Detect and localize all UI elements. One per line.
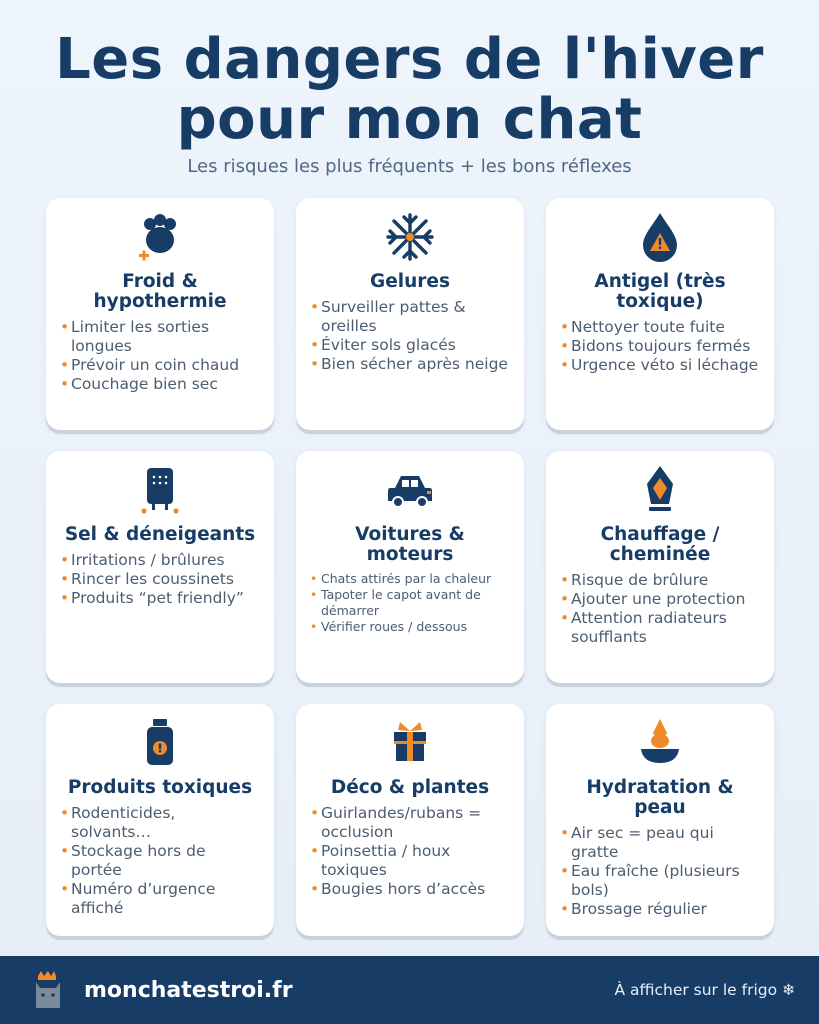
- list-item: • Limiter les sorties longues: [60, 318, 260, 356]
- footer: [0, 956, 819, 1024]
- card-voitures: [296, 451, 524, 683]
- list-item: • Rincer les coussinets: [60, 570, 260, 589]
- cat-logo-icon: [28, 968, 72, 1012]
- gift-icon: [385, 716, 435, 770]
- list-item: • Prévoir un coin chaud: [60, 356, 260, 375]
- list-item: • Ajouter une protection: [560, 590, 760, 609]
- flame-icon: [635, 463, 685, 517]
- card-list: [560, 571, 760, 647]
- list-item: • Numéro d’urgence affiché: [60, 880, 260, 918]
- card-produits: [46, 704, 274, 936]
- list-item: • Produits “pet friendly”: [60, 589, 260, 608]
- card-title: Chauffage / cheminée: [600, 524, 720, 565]
- list-item: • Bien sécher après neige: [310, 355, 510, 374]
- list-item: • Risque de brûlure: [560, 571, 760, 590]
- water-bowl-icon: [635, 716, 685, 770]
- card-chauffage: [546, 451, 774, 683]
- footer-slogan: À afficher sur le frigo ❄: [614, 981, 795, 999]
- header: [0, 0, 819, 177]
- card-title: Voitures & moteurs: [355, 524, 465, 565]
- card-title: Gelures: [370, 271, 450, 292]
- list-item: • Nettoyer toute fuite: [560, 318, 760, 337]
- page-title: [0, 27, 819, 152]
- list-item: • Éviter sols glacés: [310, 336, 510, 355]
- card-list: [310, 804, 510, 899]
- list-item: • Vérifier roues / dessous: [310, 619, 510, 635]
- car-icon: [385, 463, 435, 517]
- card-title: Sel & déneigeants: [64, 524, 256, 545]
- list-item: • Bidons toujours fermés: [560, 337, 760, 356]
- warning-drop-icon: [635, 210, 685, 264]
- salt-bag-icon: [135, 463, 185, 517]
- card-list: [560, 318, 760, 375]
- list-item: • Bougies hors d’accès: [310, 880, 510, 899]
- snowflake-icon: [385, 210, 435, 264]
- card-title: Froid & hypothermie: [93, 271, 227, 312]
- list-item: • Air sec = peau qui gratte: [560, 824, 760, 862]
- list-item: • Brossage régulier: [560, 900, 760, 919]
- page-subtitle: Les risques les plus fréquents + les bons réflexes: [187, 156, 632, 177]
- card-list: [60, 318, 260, 394]
- card-deco: [296, 704, 524, 936]
- card-list: [60, 804, 260, 918]
- risk-grid: [46, 198, 774, 936]
- card-title: Hydratation & peau: [586, 777, 734, 818]
- card-list: [560, 824, 760, 919]
- title-line-1: Les dangers de l'hiver: [55, 27, 764, 92]
- card-title: Déco & plantes: [330, 777, 490, 798]
- list-item: • Stockage hors de portée: [60, 842, 260, 880]
- card-title: Produits toxiques: [67, 777, 253, 798]
- list-item: • Surveiller pattes & oreilles: [310, 298, 510, 336]
- list-item: • Chats attirés par la chaleur: [310, 571, 510, 587]
- list-item: • Couchage bien sec: [60, 375, 260, 394]
- list-item: • Attention radiateurs soufflants: [560, 609, 760, 647]
- list-item: • Eau fraîche (plusieurs bols): [560, 862, 760, 900]
- paw-thermometer-icon: [135, 210, 185, 264]
- list-item: • Irritations / brûlures: [60, 551, 260, 570]
- card-title: Antigel (très toxique): [594, 271, 726, 312]
- list-item: • Rodenticides, solvants…: [60, 804, 260, 842]
- card-froid: [46, 198, 274, 430]
- title-line-2: pour mon chat: [176, 87, 643, 152]
- card-list: [310, 571, 510, 635]
- card-antigel: [546, 198, 774, 430]
- brand-name[interactable]: monchatestroi.fr: [84, 977, 293, 1003]
- card-sel: [46, 451, 274, 683]
- list-item: • Poinsettia / houx toxiques: [310, 842, 510, 880]
- list-item: • Tapoter le capot avant de démarrer: [310, 587, 510, 619]
- card-list: [310, 298, 510, 374]
- toxic-bottle-icon: [135, 716, 185, 770]
- card-hydratation: [546, 704, 774, 936]
- list-item: • Urgence véto si léchage: [560, 356, 760, 375]
- card-list: [60, 551, 260, 608]
- list-item: • Guirlandes/rubans = occlusion: [310, 804, 510, 842]
- card-gelures: [296, 198, 524, 430]
